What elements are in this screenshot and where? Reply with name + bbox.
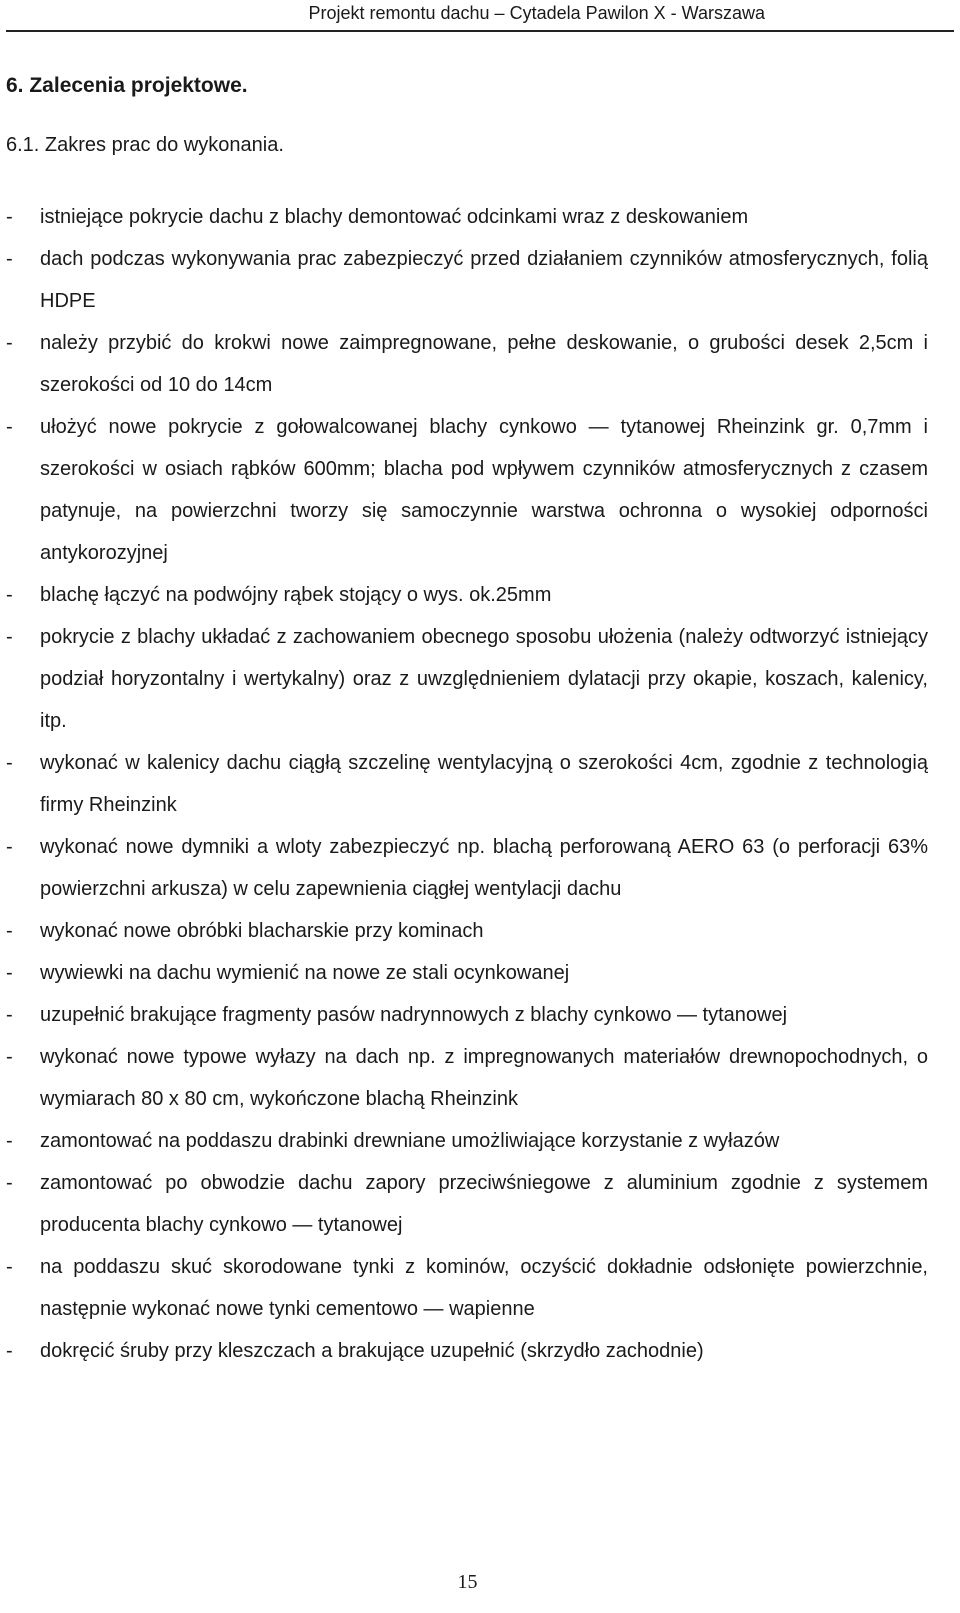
header-title: Projekt remontu dachu – Cytadela Pawilon X - Warszawa xyxy=(308,3,765,23)
subsection-title: 6.1. Zakres prac do wykonania. xyxy=(6,134,284,156)
list-item: - wykonać nowe dymniki a wloty zabezpieczyć np. blachą perforowaną AERO 63 (o perforacji 63% powierzchni arkusza) w celu zapewnienia ciągłej wentylacji dachu xyxy=(40,826,928,910)
list-item: - istniejące pokrycie dachu z blachy demontować odcinkami wraz z deskowaniem xyxy=(40,196,928,238)
section-title: 6. Zalecenia projektowe. xyxy=(6,74,248,97)
list-item: - wykonać w kalenicy dachu ciągłą szczelinę wentylacyjną o szerokości 4cm, zgodnie z technologią firmy Rheinzink xyxy=(40,742,928,826)
list-item: - wywiewki na dachu wymienić na nowe ze stali ocynkowanej xyxy=(40,952,928,994)
list-item: - pokrycie z blachy układać z zachowaniem obecnego sposobu ułożenia (należy odtworzyć istniejący podział horyzontalny i wertykalny) oraz z uwzględnieniem dylatacji przy okapie, koszach, kalenicy, itp. xyxy=(40,616,928,742)
list-item: - dokręcić śruby przy kleszczach a brakujące uzupełnić (skrzydło zachodnie) xyxy=(40,1330,928,1372)
header-divider xyxy=(6,30,954,32)
list-item: - ułożyć nowe pokrycie z gołowalcowanej blachy cynkowo — tytanowej Rheinzink gr. 0,7mm i szerokości w osiach rąbków 600mm; blacha pod wpływem czynników atmosferycznych z czasem patynuje, na powierzchni tworzy się samoczynnie warstwa ochronna o wysokiej odporności antykorozyjnej xyxy=(40,406,928,574)
list-item: - uzupełnić brakujące fragmenty pasów nadrynnowych z blachy cynkowo — tytanowej xyxy=(40,994,928,1036)
list-item: - dach podczas wykonywania prac zabezpieczyć przed działaniem czynników atmosferycznych, folią HDPE xyxy=(40,238,928,322)
list-item: - wykonać nowe typowe wyłazy na dach np. z impregnowanych materiałów drewnopochodnych, o wymiarach 80 x 80 cm, wykończone blachą Rheinzink xyxy=(40,1036,928,1120)
list-item: - zamontować po obwodzie dachu zapory przeciwśniegowe z aluminium zgodnie z systemem producenta blachy cynkowo — tytanowej xyxy=(40,1162,928,1246)
list-item: - zamontować na poddaszu drabinki drewniane umożliwiające korzystanie z wyłazów xyxy=(40,1120,928,1162)
list-item: - blachę łączyć na podwójny rąbek stojący o wys. ok.25mm xyxy=(40,574,928,616)
list-item: - należy przybić do krokwi nowe zaimpregnowane, pełne deskowanie, o grubości desek 2,5cm i szerokości od 10 do 14cm xyxy=(40,322,928,406)
work-scope-list xyxy=(0,196,960,1372)
list-item: - na poddaszu skuć skorodowane tynki z kominów, oczyścić dokładnie odsłonięte powierzchnie, następnie wykonać nowe tynki cementowo — wapienne xyxy=(40,1246,928,1330)
page-number: 15 xyxy=(457,1571,478,1593)
page-header xyxy=(0,0,960,33)
list-item: - wykonać nowe obróbki blacharskie przy kominach xyxy=(40,910,928,952)
